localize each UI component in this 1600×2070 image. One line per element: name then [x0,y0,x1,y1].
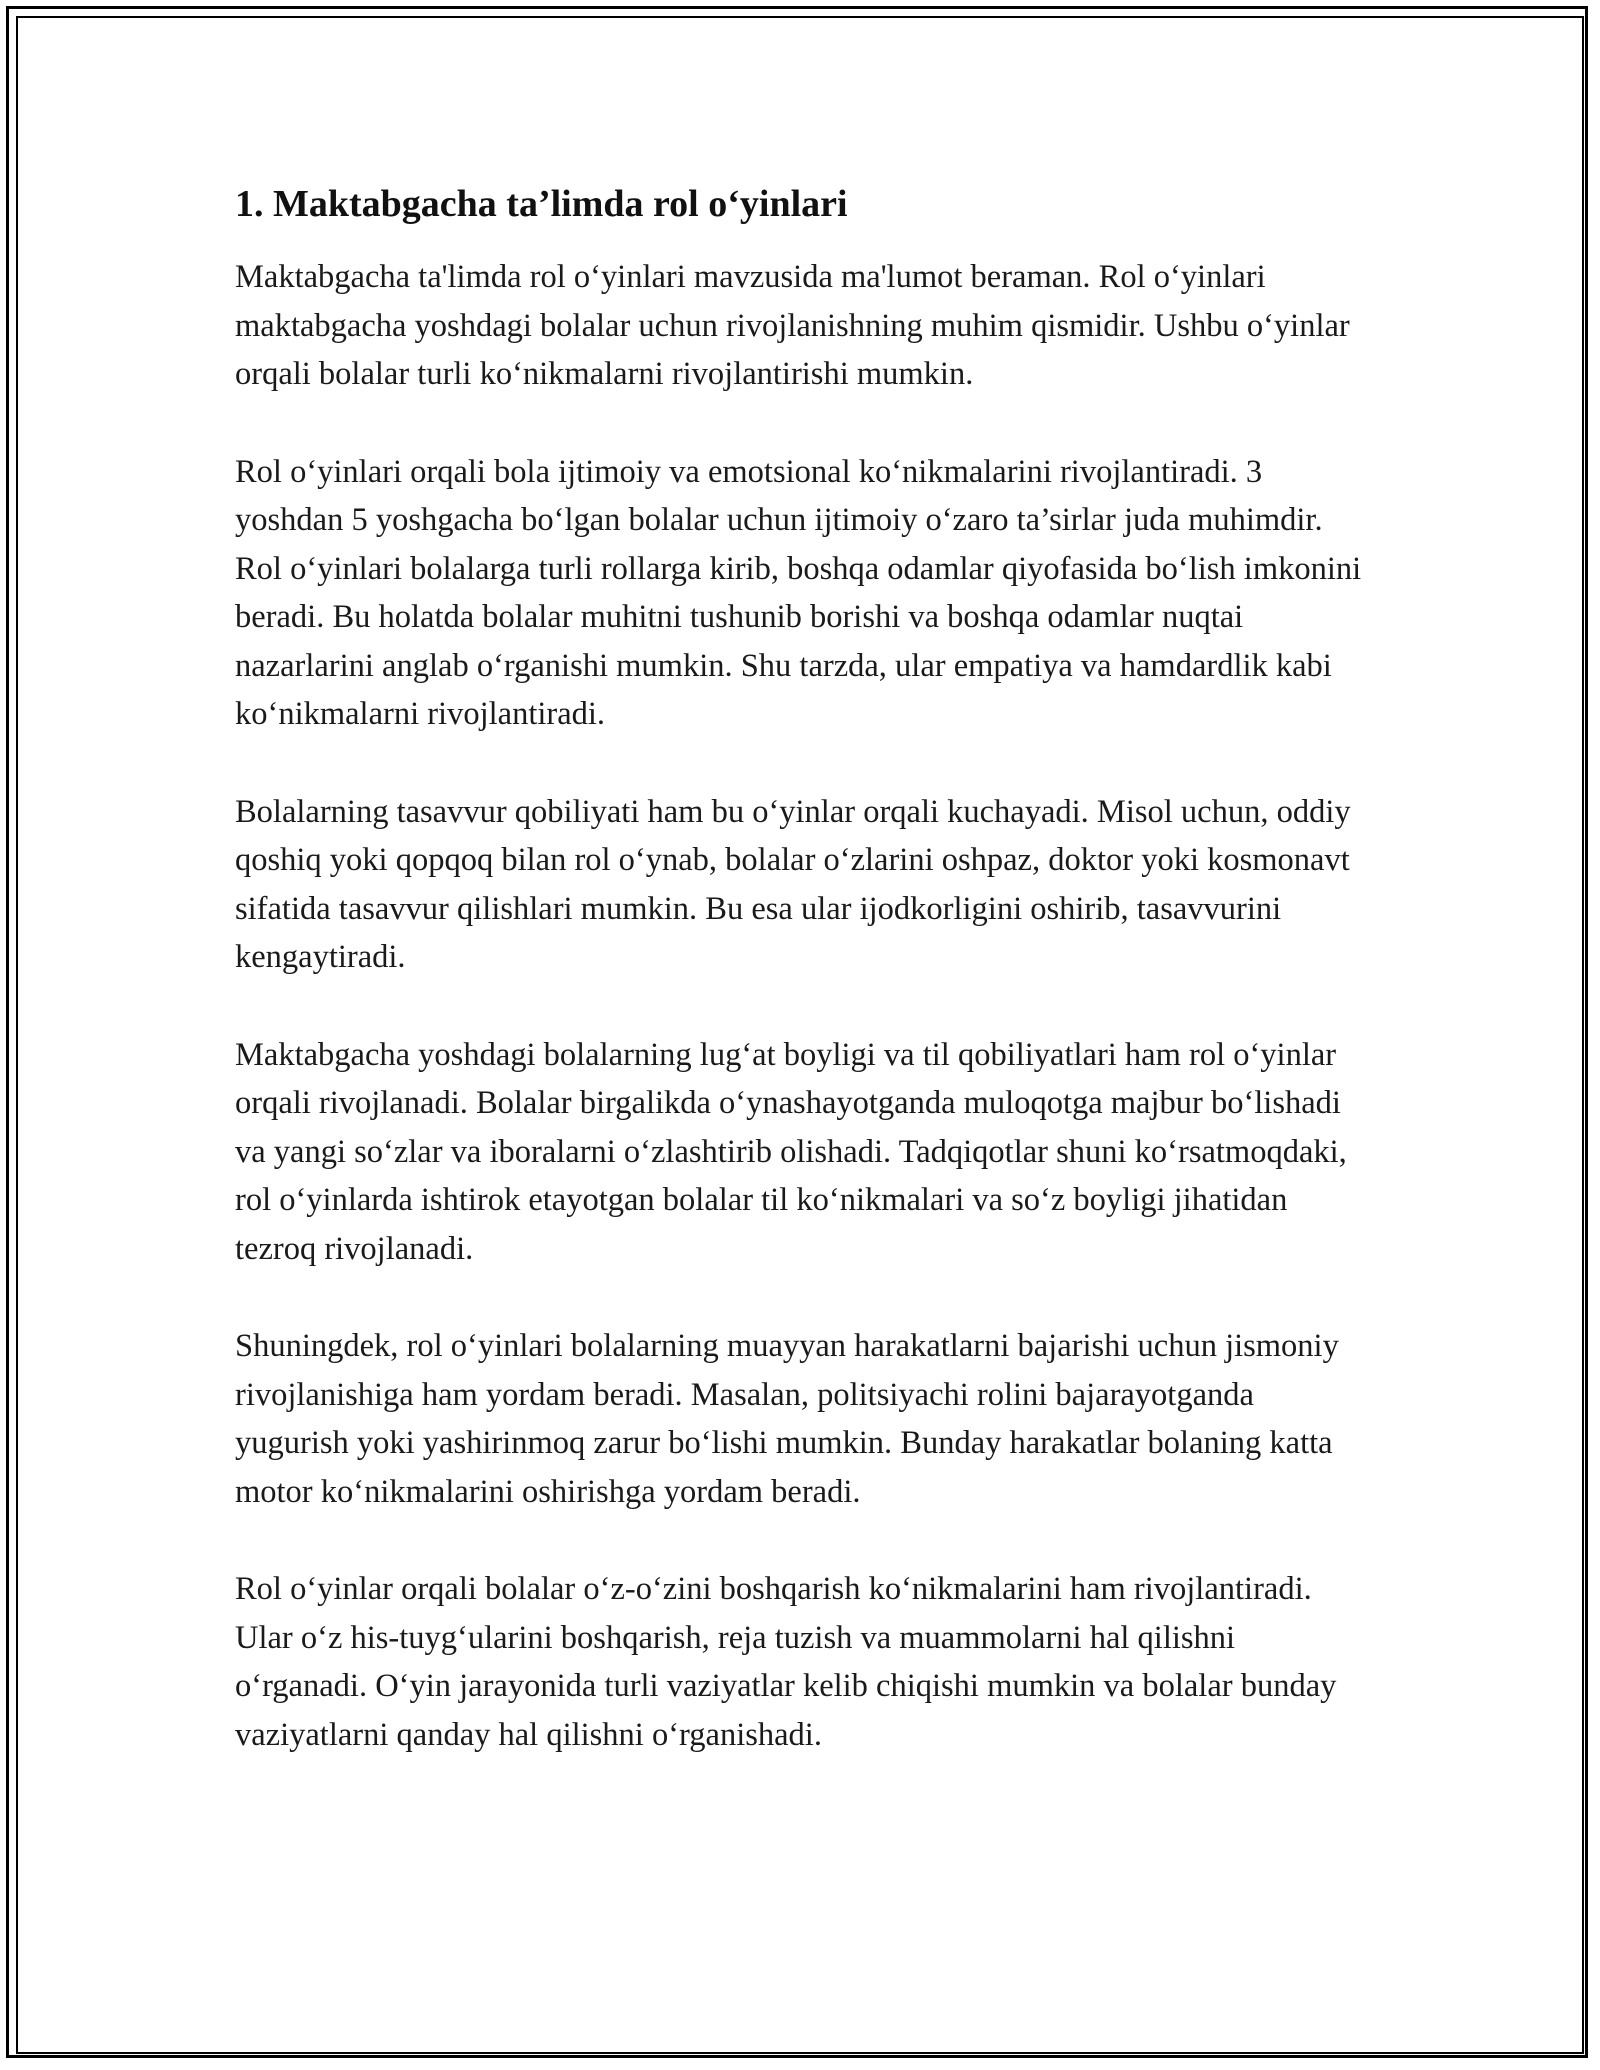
paragraph-6: Rol o‘yinlar orqali bolalar o‘z-o‘zini boshqarish ko‘nikmalarini ham rivojlantiradi. Ular o‘z his-tuyg‘ularini boshqarish, reja tuzish va muammolarni hal qilishni o‘rganadi. O‘yin jarayonida turli vaziyatlar kelib chiqishi mumkin va bolalar bunday vaziyatlarni qanday hal qilishni o‘rganishadi. [235,1571,1337,1753]
paragraph-3: Bolalarning tasavvur qobiliyati ham bu o‘yinlar orqali kuchayadi. Misol uchun, oddiy qoshiq yoki qopqoq bilan rol o‘ynab, bolalar o‘zlarini oshpaz, doktor yoki kosmonavt sifatida tasavvur qilishlari mumkin. Bu esa ular ijodkorligini oshirib, tasavvurini kengaytiradi. [235,793,1351,975]
paragraph-2: Rol o‘yinlari orqali bola ijtimoiy va emotsional ko‘nikmalarini rivojlantiradi. 3 yoshdan 5 yoshgacha bo‘lgan bolalar uchun ijtimoiy o‘zaro ta’sirlar juda muhimdir. Rol o‘yinlari bolalarga turli rollarga kirib, boshqa odamlar qiyofasida bo‘lish imkonini beradi. Bu holatda bolalar muhitni tushunib borishi va boshqa odamlar nuqtai nazarlarini anglab o‘rganishi mumkin. Shu tarzda, ular empatiya va hamdardlik kabi ko‘nikmalarni rivojlantiradi. [235,453,1362,732]
document-body [235,182,1375,1808]
paragraph-5: Shuningdek, rol o‘yinlari bolalarning muayyan harakatlarni bajarishi uchun jismoniy rivojlanishiga ham yordam beradi. Masalan, politsiyachi rolini bajarayotganda yugurish yoki yashirinmoq zarur bo‘lishi mumkin. Bunday harakatlar bolaning katta motor ko‘nikmalarini oshirishga yordam beradi. [235,1328,1339,1510]
paragraph-1: Maktabgacha ta'limda rol o‘yinlari mavzusida ma'lumot beraman. Rol o‘yinlari maktabgacha yoshdagi bolalar uchun rivojlanishning muhim qismidir. Ushbu o‘yinlar orqali bolalar turli ko‘nikmalarni rivojlantirishi mumkin. [235,259,1350,392]
paragraph-4: Maktabgacha yoshdagi bolalarning lug‘at boyligi va til qobiliyatlari ham rol o‘yinlar orqali rivojlanadi. Bolalar birgalikda o‘ynashayotganda muloqotga majbur bo‘lishadi va yangi so‘zlar va iboralarni o‘zlashtirib olishadi. Tadqiqotlar shuni ko‘rsatmoqdaki, rol o‘yinlarda ishtirok etayotgan bolalar til ko‘nikmalari va so‘z boyligi jihatidan tezroq rivojlanadi. [235,1036,1347,1267]
document-title: 1. Maktabgacha ta’limda rol o‘yinlari [235,183,848,225]
